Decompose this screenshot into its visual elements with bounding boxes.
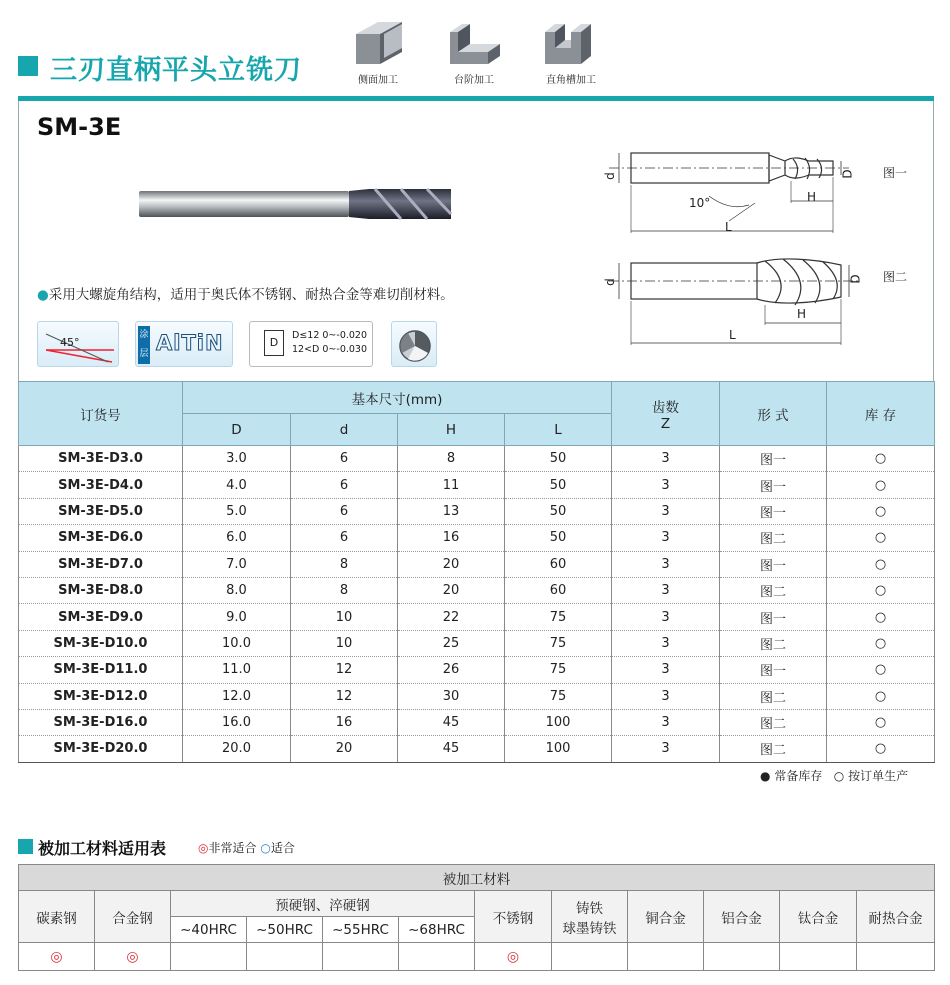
table-cell: 12	[291, 657, 398, 683]
table-cell: 7.0	[183, 551, 291, 577]
table-cell: ○	[827, 630, 935, 656]
col-basic-dims: 基本尺寸(mm)	[183, 382, 612, 414]
table-cell: 图二	[720, 736, 827, 762]
table-cell: 5.0	[183, 498, 291, 524]
table-cell: 11.0	[183, 657, 291, 683]
slot-milling-icon	[541, 18, 601, 68]
table-cell: 10	[291, 604, 398, 630]
mat-heat-resistant: 耐热合金	[857, 891, 935, 943]
table-cell: ○	[827, 709, 935, 735]
mat-h55: ~55HRC	[323, 917, 399, 943]
table-cell: 13	[398, 498, 505, 524]
table-cell: SM-3E-D10.0	[19, 630, 183, 656]
table-cell: 11	[398, 472, 505, 498]
mat-alloy: 合金钢	[95, 891, 171, 943]
table-cell: 60	[505, 551, 612, 577]
technical-drawings: d D H L 10° 图一 d D H L 图二	[579, 141, 909, 350]
table-cell: 6	[291, 498, 398, 524]
material-suitability-cell	[704, 943, 780, 971]
table-cell: 8.0	[183, 577, 291, 603]
table-cell: SM-3E-D6.0	[19, 525, 183, 551]
table-cell: ○	[827, 525, 935, 551]
col-d: d	[291, 414, 398, 446]
table-cell: 图二	[720, 577, 827, 603]
table-cell: ○	[827, 604, 935, 630]
material-suitability-cell	[171, 943, 247, 971]
product-description: ●采用大螺旋角结构，适用于奥氏体不锈钢、耐热合金等难切削材料。	[37, 287, 454, 303]
table-cell: ○	[827, 472, 935, 498]
materials-title-square-icon	[18, 839, 33, 854]
mat-copper: 铜合金	[628, 891, 704, 943]
dimension-drawings	[579, 141, 909, 346]
end-mill-photo	[139, 186, 459, 222]
mat-aluminum: 铝合金	[704, 891, 780, 943]
col-stock: 库 存	[827, 382, 935, 446]
process-step-milling: 台阶加工	[434, 18, 514, 86]
table-cell: 20	[398, 577, 505, 603]
table-cell: 12.0	[183, 683, 291, 709]
table-cell: 22	[398, 604, 505, 630]
material-suitability-cell: ◎	[95, 943, 171, 971]
table-cell: 图一	[720, 551, 827, 577]
helix-angle-badge: 45°	[37, 321, 119, 367]
table-cell: ○	[827, 683, 935, 709]
table-cell: 75	[505, 604, 612, 630]
table-cell: 100	[505, 709, 612, 735]
col-order-no: 订货号	[19, 382, 183, 446]
table-cell: 50	[505, 498, 612, 524]
table-cell: 100	[505, 736, 612, 762]
material-suitability-cell	[857, 943, 935, 971]
table-cell: 图一	[720, 472, 827, 498]
materials-legend: ◎非常适合 ○适合	[198, 841, 295, 855]
materials-header: 被加工材料	[19, 865, 935, 891]
table-cell: 20	[291, 736, 398, 762]
table-cell: 75	[505, 683, 612, 709]
table-cell: SM-3E-D11.0	[19, 657, 183, 683]
col-form: 形 式	[720, 382, 827, 446]
stock-legend: ● 常备库存 ○ 按订单生产	[760, 769, 909, 783]
table-cell: 6	[291, 525, 398, 551]
material-suitability-cell	[323, 943, 399, 971]
table-cell: 10.0	[183, 630, 291, 656]
table-cell: 3	[612, 736, 720, 762]
table-row	[19, 498, 935, 524]
table-cell: 3	[612, 577, 720, 603]
table-cell: 75	[505, 657, 612, 683]
col-teeth: 齿数 Z	[612, 382, 720, 446]
table-row	[19, 630, 935, 656]
product-code: SM-3E	[37, 113, 122, 141]
table-cell: 3	[612, 709, 720, 735]
material-suitability-cell	[399, 943, 475, 971]
table-cell: 26	[398, 657, 505, 683]
col-L: L	[505, 414, 612, 446]
table-cell: ○	[827, 657, 935, 683]
table-cell: 3	[612, 604, 720, 630]
table-cell: 6.0	[183, 525, 291, 551]
table-cell: SM-3E-D20.0	[19, 736, 183, 762]
material-suitability-cell	[552, 943, 628, 971]
tolerance-badge: D D≤12 0~-0.020 12<D 0~-0.030	[249, 321, 373, 367]
table-cell: ○	[827, 736, 935, 762]
table-cell: 图一	[720, 446, 827, 472]
table-cell: SM-3E-D5.0	[19, 498, 183, 524]
step-milling-icon	[446, 18, 502, 68]
table-cell: SM-3E-D3.0	[19, 446, 183, 472]
materials-values-row	[19, 943, 935, 971]
three-flute-icon	[392, 322, 438, 368]
table-cell: 50	[505, 525, 612, 551]
table-cell: 30	[398, 683, 505, 709]
table-cell: 3	[612, 446, 720, 472]
table-cell: 6	[291, 472, 398, 498]
table-cell: 3	[612, 551, 720, 577]
materials-title: 被加工材料适用表	[38, 839, 167, 858]
table-cell: 图二	[720, 683, 827, 709]
table-row	[19, 709, 935, 735]
table-cell: 8	[398, 446, 505, 472]
table-cell: 3	[612, 630, 720, 656]
table-row	[19, 736, 935, 762]
mat-cast-iron: 铸铁 球墨铸铁	[552, 891, 628, 943]
table-cell: 6	[291, 446, 398, 472]
table-cell: 60	[505, 577, 612, 603]
table-cell: SM-3E-D4.0	[19, 472, 183, 498]
table-cell: SM-3E-D12.0	[19, 683, 183, 709]
table-cell: 图一	[720, 657, 827, 683]
table-cell: 20.0	[183, 736, 291, 762]
three-flute-badge	[391, 321, 437, 367]
page-header	[18, 0, 934, 100]
table-cell: 图二	[720, 525, 827, 551]
table-cell: 8	[291, 551, 398, 577]
table-cell: 20	[398, 551, 505, 577]
table-cell: 4.0	[183, 472, 291, 498]
product-section	[18, 101, 934, 381]
table-cell: ○	[827, 577, 935, 603]
table-row	[19, 683, 935, 709]
material-suitability-cell	[247, 943, 323, 971]
table-cell: SM-3E-D9.0	[19, 604, 183, 630]
table-cell: SM-3E-D7.0	[19, 551, 183, 577]
process-side-milling: 侧面加工	[338, 18, 418, 86]
table-cell: SM-3E-D16.0	[19, 709, 183, 735]
side-milling-icon	[350, 18, 406, 68]
table-cell: 45	[398, 736, 505, 762]
process-slot-milling: 直角槽加工	[531, 18, 611, 86]
table-cell: 3	[612, 525, 720, 551]
table-cell: 图二	[720, 630, 827, 656]
table-cell: 25	[398, 630, 505, 656]
table-cell: 3	[612, 657, 720, 683]
table-cell: ○	[827, 446, 935, 472]
col-D: D	[183, 414, 291, 446]
table-cell: 8	[291, 577, 398, 603]
table-row	[19, 446, 935, 472]
table-cell: ○	[827, 498, 935, 524]
table-row	[19, 551, 935, 577]
table-cell: 图二	[720, 709, 827, 735]
mat-stainless: 不锈钢	[475, 891, 552, 943]
col-H: H	[398, 414, 505, 446]
mat-h40: ~40HRC	[171, 917, 247, 943]
material-suitability-cell	[628, 943, 704, 971]
page-title: 三刃直柄平头立铣刀	[50, 55, 302, 86]
table-cell: 图一	[720, 604, 827, 630]
mat-h68: ~68HRC	[399, 917, 475, 943]
coating-badge: 涂层 AlTiN	[135, 321, 233, 367]
table-cell: 3.0	[183, 446, 291, 472]
table-cell: 3	[612, 472, 720, 498]
table-cell: SM-3E-D8.0	[19, 577, 183, 603]
table-row	[19, 472, 935, 498]
table-row	[19, 657, 935, 683]
material-suitability-cell: ◎	[475, 943, 552, 971]
material-suitability-cell: ◎	[19, 943, 95, 971]
table-cell: 3	[612, 498, 720, 524]
table-cell: 16.0	[183, 709, 291, 735]
table-cell: 75	[505, 630, 612, 656]
table-cell: 12	[291, 683, 398, 709]
mat-titanium: 钛合金	[780, 891, 857, 943]
table-row	[19, 604, 935, 630]
material-suitability-cell	[780, 943, 857, 971]
table-cell: 图一	[720, 498, 827, 524]
title-square-icon	[18, 56, 38, 76]
table-cell: 16	[291, 709, 398, 735]
mat-carbon: 碳素钢	[19, 891, 95, 943]
table-cell: 10	[291, 630, 398, 656]
table-cell: 50	[505, 446, 612, 472]
mat-hardened: 预硬钢、淬硬钢	[171, 891, 475, 917]
materials-table	[18, 864, 934, 971]
table-cell: 50	[505, 472, 612, 498]
product-table	[18, 381, 934, 763]
table-cell: 45	[398, 709, 505, 735]
table-cell: 3	[612, 683, 720, 709]
mat-h50: ~50HRC	[247, 917, 323, 943]
table-cell: 9.0	[183, 604, 291, 630]
table-cell: 16	[398, 525, 505, 551]
table-row	[19, 525, 935, 551]
table-cell: ○	[827, 551, 935, 577]
table-row	[19, 577, 935, 603]
